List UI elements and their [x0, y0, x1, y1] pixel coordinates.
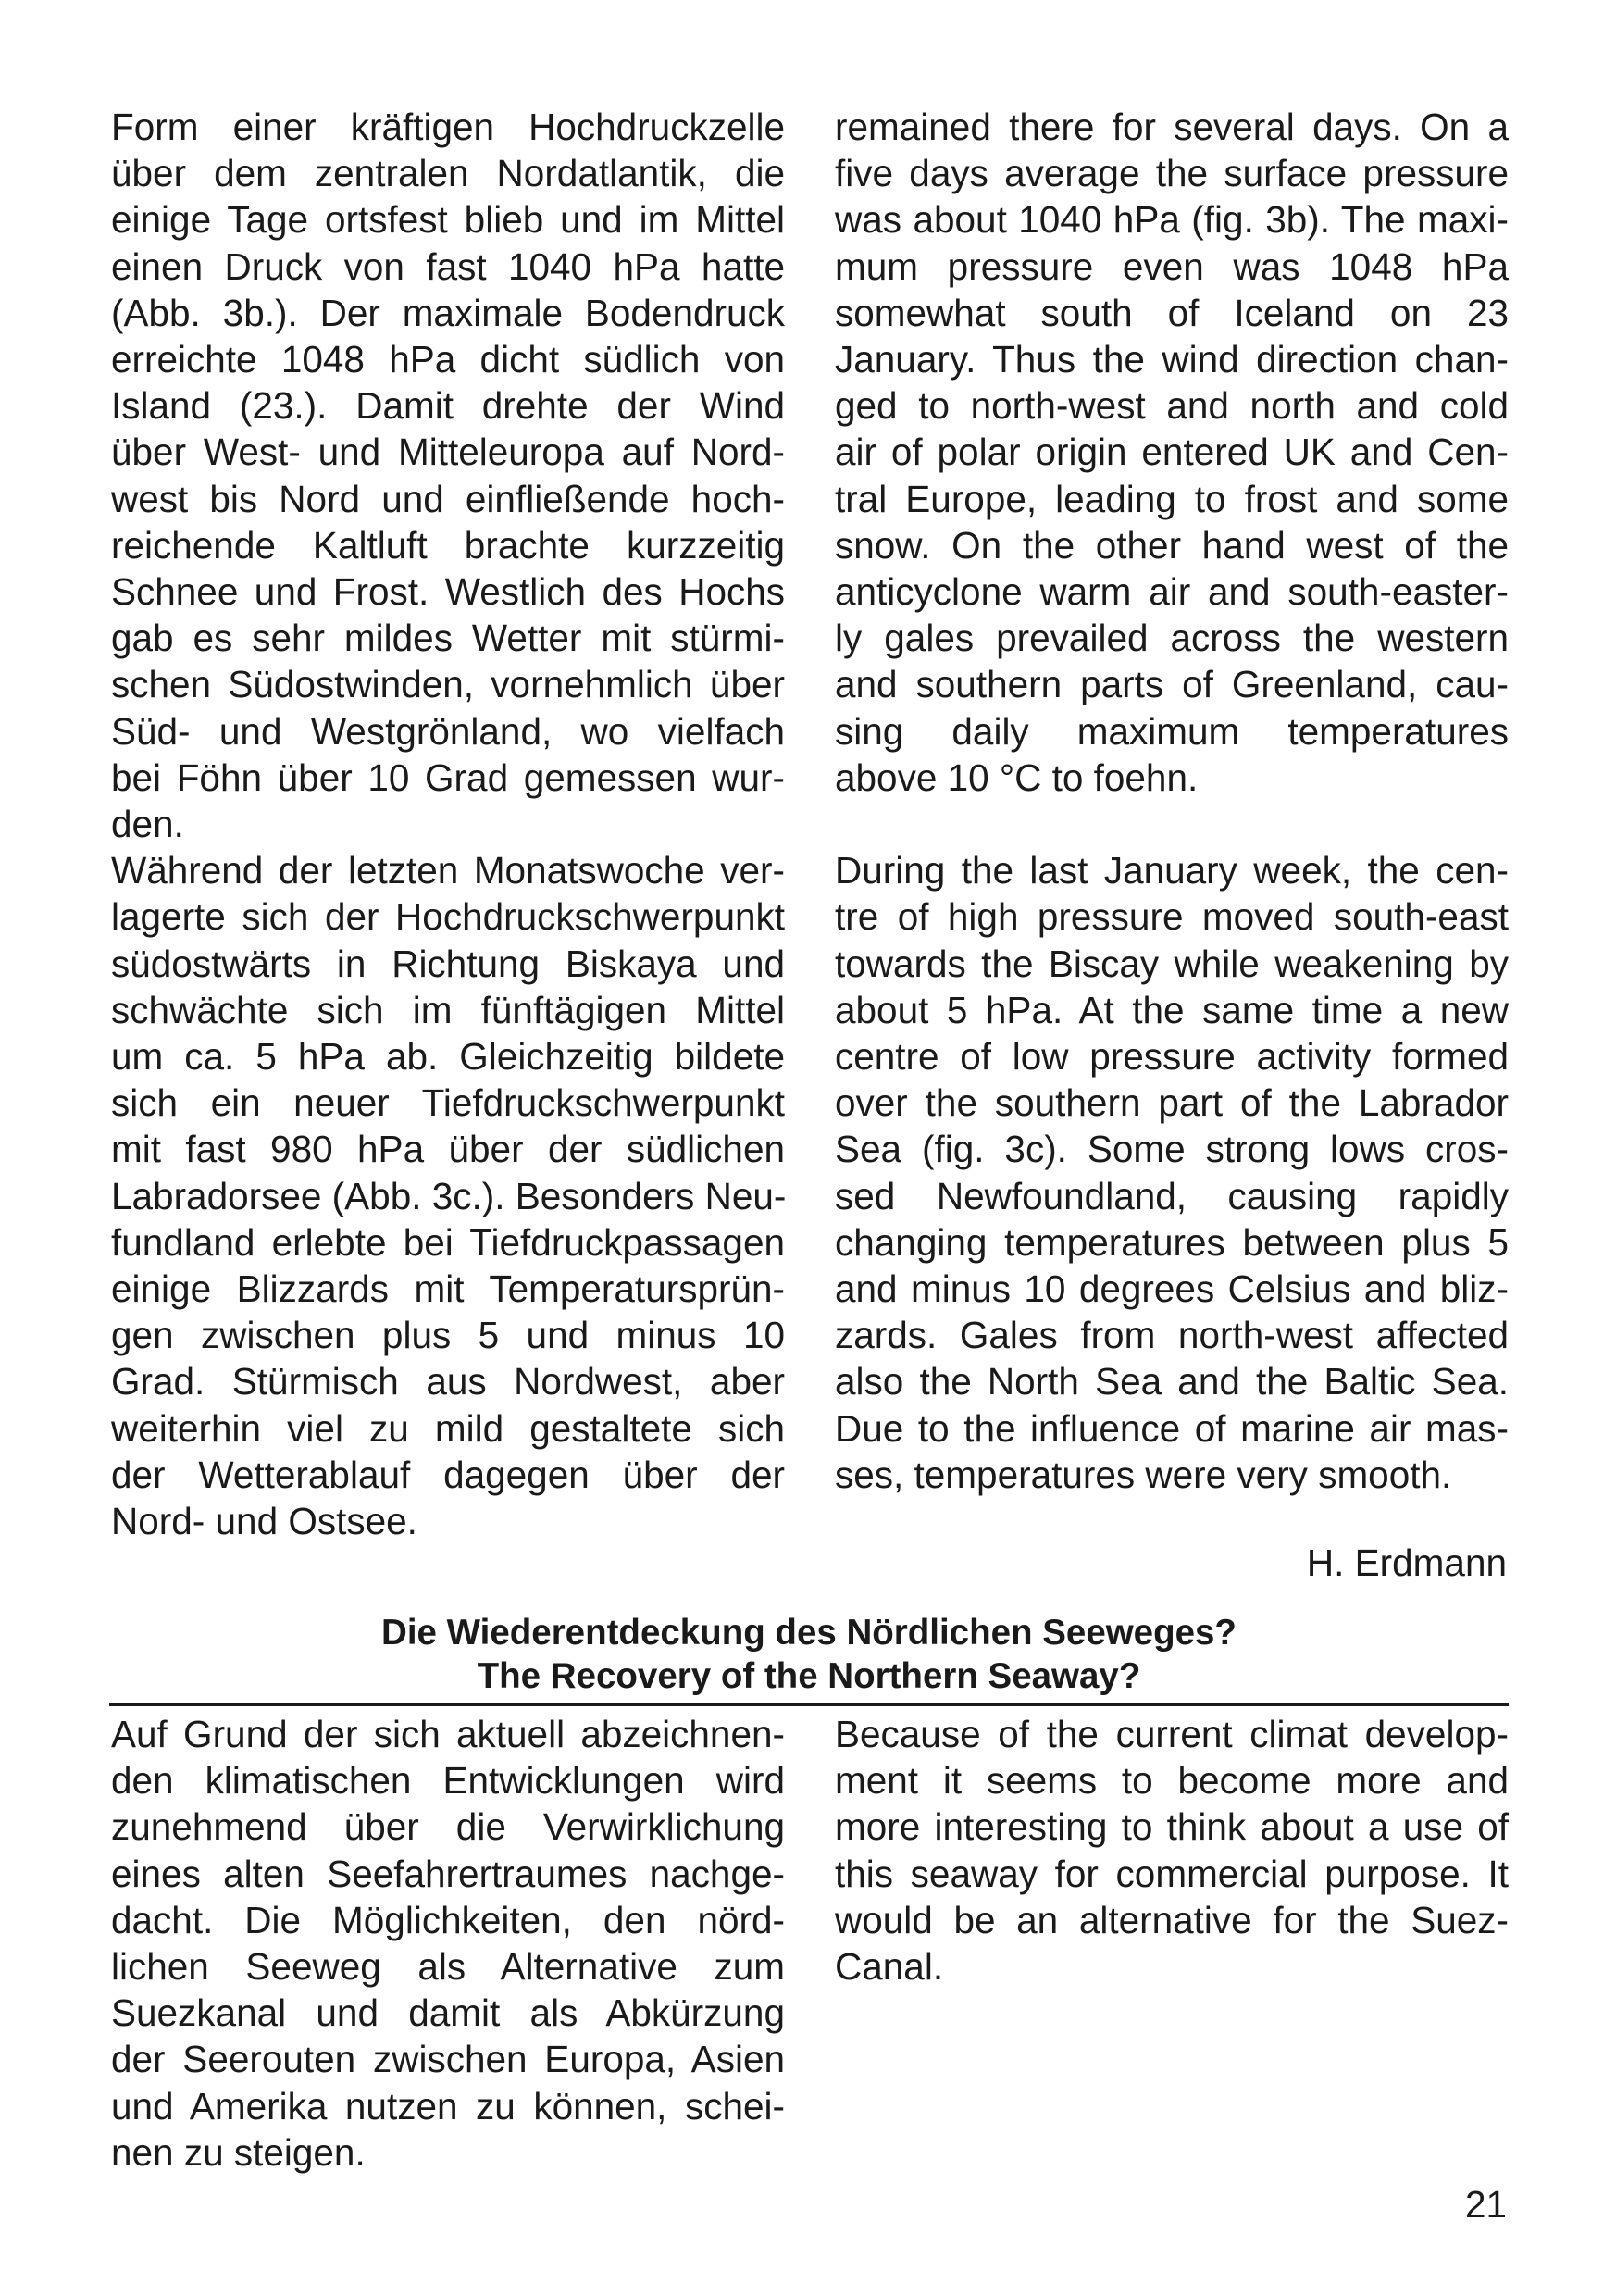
- text-line: dacht. Die Möglichkeiten, den nörd-: [111, 1898, 785, 1941]
- text-line: ly gales prevailed across the western: [835, 617, 1509, 660]
- text-line: would be an alternative for the Suez-: [835, 1898, 1509, 1941]
- text-line: gab es sehr mildes Wetter mit stürmi-: [111, 617, 785, 660]
- text-line: (Abb. 3b.). Der maximale Bodendruck: [111, 291, 785, 334]
- text-line: Sea (fig. 3c). Some strong lows cros-: [835, 1128, 1509, 1171]
- author-signature: H. Erdmann: [1306, 1541, 1507, 1584]
- text-line: einige Tage ortsfest blieb und im Mittel: [111, 198, 785, 242]
- text-line: eines alten Seefahrertraumes nachge-: [111, 1852, 785, 1895]
- text-line: and southern parts of Greenland, cau-: [835, 663, 1509, 706]
- text-line: more interesting to think about a use of: [835, 1805, 1509, 1849]
- text-line: Canal.: [835, 1945, 944, 1989]
- text-line: schwächte sich im fünftägigen Mittel: [111, 988, 785, 1031]
- text-line: Auf Grund der sich aktuell abzeichnen-: [111, 1713, 785, 1755]
- english-column-bottom: [835, 1711, 1509, 1990]
- text-line: zunehmend über die Verwirklichung: [111, 1805, 785, 1849]
- text-line: über dem zentralen Nordatlantik, die: [111, 152, 785, 195]
- text-line: über West- und Mitteleuropa auf Nord-: [111, 430, 785, 474]
- english-column-top: [835, 104, 1509, 1498]
- text-line: weiterhin viel zu mild gestaltete sich: [111, 1406, 785, 1450]
- text-line: Because of the current climat develop-: [835, 1713, 1509, 1755]
- text-line: mit fast 980 hPa über der südlichen: [111, 1128, 785, 1171]
- text-line: nen zu steigen.: [111, 2130, 366, 2174]
- text-line: fundland erlebte bei Tiefdruckpassagen: [111, 1220, 785, 1264]
- text-line: gen zwischen plus 5 und minus 10: [111, 1314, 785, 1357]
- text-line: Grad. Stürmisch aus Nordwest, aber: [111, 1360, 785, 1404]
- text-line: towards the Biscay while weakening by: [835, 942, 1509, 985]
- text-line: reichende Kaltluft brachte kurzzeitig: [111, 523, 785, 567]
- text-line: ses, temperatures were very smooth.: [835, 1453, 1452, 1496]
- text-line: Labradorsee (Abb. 3c.). Besonders Neu-: [111, 1174, 787, 1217]
- text-line: Form einer kräftigen Hochdruckzelle: [111, 106, 785, 148]
- text-line: erreichte 1048 hPa dicht südlich von: [111, 338, 785, 381]
- section-heading: [109, 1611, 1509, 1698]
- text-line: centre of low pressure activity formed: [835, 1035, 1509, 1079]
- text-line: Due to the influence of marine air mas-: [835, 1406, 1509, 1450]
- text-line: bei Föhn über 10 Grad gemessen wur-: [111, 755, 785, 799]
- text-line: remained there for several days. On a: [835, 106, 1509, 148]
- text-line: also the North Sea and the Baltic Sea.: [835, 1360, 1509, 1404]
- text-line: den.: [111, 803, 184, 846]
- text-line: was about 1040 hPa (fig. 3b). The maxi-: [835, 198, 1509, 242]
- text-line: air of polar origin entered UK and Cen-: [835, 430, 1509, 474]
- text-line: tre of high pressure moved south-east: [835, 895, 1509, 939]
- text-line: and minus 10 degrees Celsius and bliz-: [835, 1267, 1509, 1311]
- text-line: tral Europe, leading to frost and some: [835, 477, 1509, 520]
- heading-divider: [109, 1703, 1509, 1706]
- text-line: ment it seems to become more and: [835, 1759, 1509, 1803]
- text-line: um ca. 5 hPa ab. Gleichzeitig bildete: [111, 1035, 785, 1079]
- german-column-top: [111, 104, 785, 1544]
- section-title-german: Die Wiederentdeckung des Nördlichen Seeweges?: [381, 1613, 1237, 1653]
- text-line: five days average the surface pressure: [835, 152, 1509, 195]
- text-line: einige Blizzards mit Temperatursprün-: [111, 1267, 785, 1311]
- text-line: Süd- und Westgrönland, wo vielfach: [111, 709, 785, 753]
- text-line: und Amerika nutzen zu können, schei-: [111, 2084, 785, 2128]
- text-line: mum pressure even was 1048 hPa: [835, 244, 1509, 288]
- text-line: sed Newfoundland, causing rapidly: [835, 1174, 1509, 1217]
- text-line: changing temperatures between plus 5: [835, 1220, 1509, 1264]
- text-line: west bis Nord und einfließende hoch-: [111, 477, 785, 520]
- text-line: der Seerouten zwischen Europa, Asien: [111, 2038, 785, 2081]
- text-line: der Wetterablauf dagegen über der: [111, 1453, 785, 1496]
- text-line: snow. On the other hand west of the: [835, 523, 1509, 567]
- text-line: Suezkanal und damit als Abkürzung: [111, 1991, 785, 2035]
- text-line: sing daily maximum temperatures: [835, 709, 1509, 753]
- page-number: 21: [1464, 2183, 1507, 2226]
- text-line: somewhat south of Iceland on 23: [835, 291, 1509, 334]
- text-line: den klimatischen Entwicklungen wird: [111, 1759, 785, 1803]
- text-line: zards. Gales from north-west affected: [835, 1314, 1509, 1357]
- text-line: Nord- und Ostsee.: [111, 1500, 417, 1543]
- text-line: südostwärts in Richtung Biskaya und: [111, 942, 785, 985]
- text-line: ged to north-west and north and cold: [835, 384, 1509, 428]
- text-line: schen Südostwinden, vornehmlich über: [111, 663, 785, 706]
- text-line: January. Thus the wind direction chan-: [835, 338, 1509, 381]
- text-line: Schnee und Frost. Westlich des Hochs: [111, 570, 785, 614]
- text-line: Während der letzten Monatswoche ver-: [111, 849, 785, 892]
- text-line: sich ein neuer Tiefdruckschwerpunkt: [111, 1081, 785, 1125]
- text-line: this seaway for commercial purpose. It: [835, 1852, 1509, 1895]
- text-line: einen Druck von fast 1040 hPa hatte: [111, 244, 785, 288]
- text-line: During the last January week, the cen-: [835, 849, 1509, 892]
- paragraph-gap: [835, 801, 1509, 847]
- text-line: anticyclone warm air and south-easter-: [835, 570, 1509, 614]
- section-title-english: The Recovery of the Northern Seaway?: [477, 1656, 1141, 1696]
- text-line: lichen Seeweg als Alternative zum: [111, 1945, 785, 1989]
- text-line: lagerte sich der Hochdruckschwerpunkt: [111, 895, 785, 939]
- text-line: Island (23.). Damit drehte der Wind: [111, 384, 785, 428]
- text-line: about 5 hPa. At the same time a new: [835, 988, 1509, 1031]
- german-column-bottom: [111, 1711, 785, 2176]
- text-line: over the southern part of the Labrador: [835, 1081, 1509, 1125]
- text-line: above 10 °C to foehn.: [835, 755, 1199, 799]
